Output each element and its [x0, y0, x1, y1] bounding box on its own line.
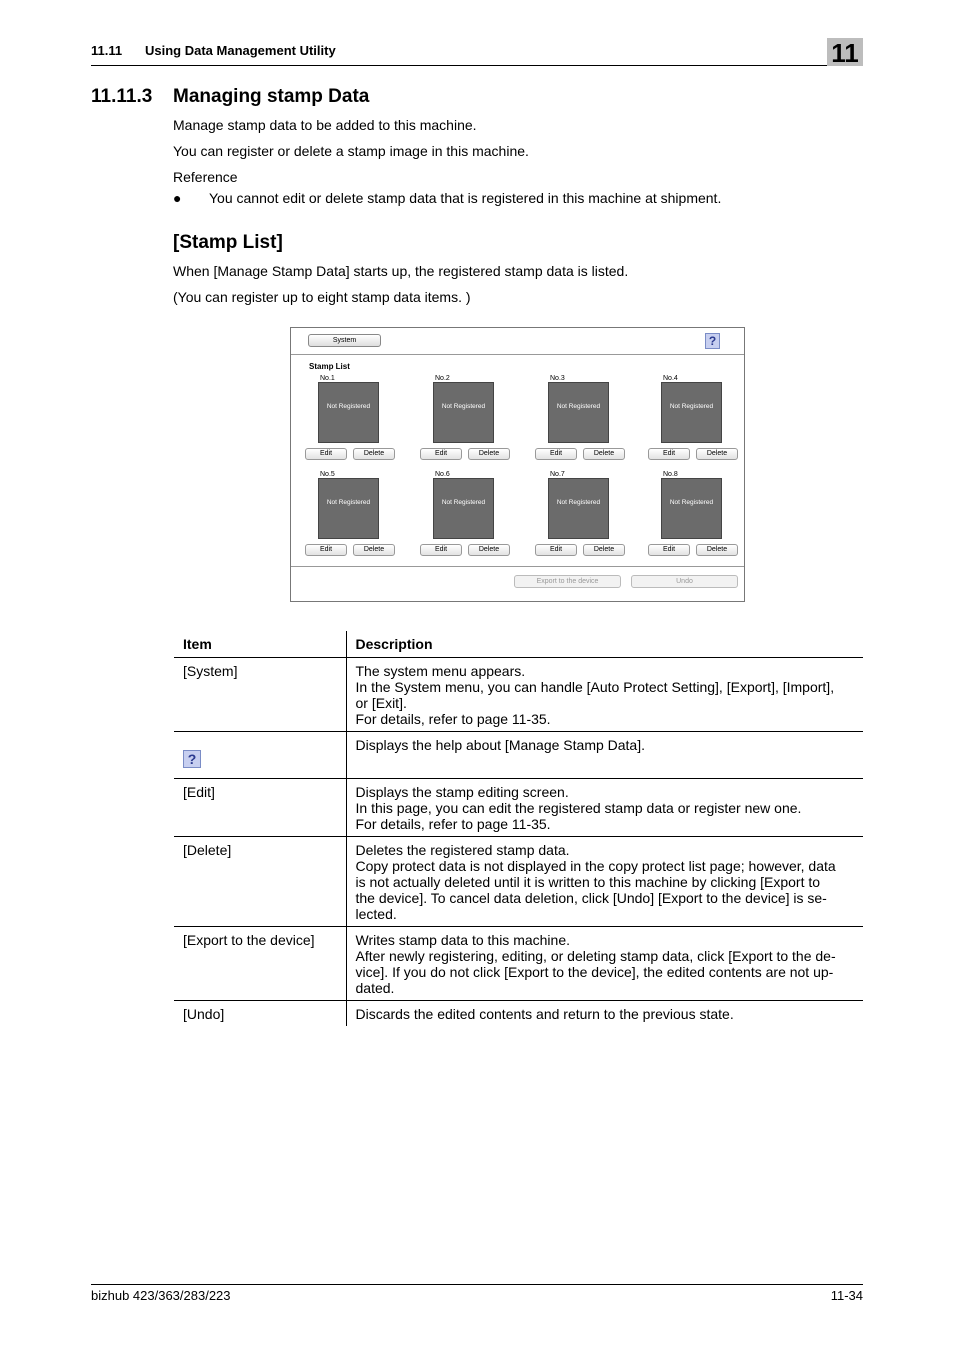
edit-button[interactable]: Edit	[305, 448, 347, 460]
stamp-number: No.2	[435, 375, 450, 382]
description-line: Discards the edited contents and return to the previous state.	[355, 1005, 734, 1022]
stamp-list-title: Stamp List	[309, 362, 350, 371]
stamp-cell	[648, 471, 758, 567]
delete-button[interactable]: Delete	[583, 448, 625, 460]
description-cell	[346, 926, 863, 1000]
delete-button[interactable]: Delete	[696, 544, 738, 556]
header-section-title: Using Data Management Utility	[145, 43, 336, 58]
description-cell	[346, 1000, 863, 1026]
description-line: Displays the stamp editing screen.	[355, 783, 569, 800]
description-line: vice]. If you do not click [Export to the device], the edited contents are not up-	[355, 963, 834, 980]
figure-toolbar	[291, 328, 744, 355]
system-button[interactable]: System	[308, 334, 381, 347]
stamp-number: No.6	[435, 471, 450, 478]
bullet-icon: ●	[173, 190, 182, 206]
column-header-description: Description	[346, 631, 863, 657]
item-cell: [Delete]	[174, 836, 346, 926]
help-icon[interactable]: ?	[705, 333, 720, 349]
stamp-image-placeholder: Not Registered	[548, 478, 609, 539]
description-line: The system menu appears.	[355, 662, 526, 679]
stamp-cell	[305, 471, 415, 567]
chapter-tab: 11	[827, 38, 863, 66]
reference-label: Reference	[173, 169, 238, 185]
item-cell	[174, 731, 346, 778]
delete-button[interactable]: Delete	[696, 448, 738, 460]
stamp-image-placeholder: Not Registered	[433, 478, 494, 539]
description-line: the device]. To cancel data deletion, click [Undo] [Export to the device] is se-	[355, 889, 827, 906]
figure-footer	[291, 566, 744, 602]
description-line: lected.	[355, 905, 397, 922]
item-cell: [Export to the device]	[174, 926, 346, 1000]
stamp-image-placeholder: Not Registered	[661, 382, 722, 443]
description-line: In the System menu, you can handle [Auto Protect Setting], [Export], [Import],	[355, 678, 835, 695]
edit-button[interactable]: Edit	[420, 544, 462, 556]
stamp-image-placeholder: Not Registered	[433, 382, 494, 443]
export-to-device-button[interactable]: Export to the device	[514, 575, 621, 588]
description-table	[174, 631, 863, 1026]
delete-button[interactable]: Delete	[353, 544, 395, 556]
header-section-number: 11.11	[91, 43, 123, 58]
table-row	[174, 1000, 863, 1026]
help-icon: ?	[183, 750, 201, 768]
stamp-cell	[420, 375, 530, 471]
description-cell	[346, 836, 863, 926]
stamp-image-placeholder: Not Registered	[318, 382, 379, 443]
description-line: Displays the help about [Manage Stamp Data].	[355, 736, 646, 753]
table-row	[174, 836, 863, 926]
table-row	[174, 657, 863, 731]
edit-button[interactable]: Edit	[305, 544, 347, 556]
table-row	[174, 778, 863, 836]
delete-button[interactable]: Delete	[468, 544, 510, 556]
stamp-image-placeholder: Not Registered	[548, 382, 609, 443]
description-line: After newly registering, editing, or deleting stamp data, click [Export to the de-	[355, 947, 836, 964]
intro-line-2: You can register or delete a stamp image in this machine.	[173, 143, 529, 159]
delete-button[interactable]: Delete	[353, 448, 395, 460]
column-header-item: Item	[174, 631, 346, 657]
stamp-number: No.7	[550, 471, 565, 478]
edit-button[interactable]: Edit	[648, 448, 690, 460]
stamp-list-line-2: (You can register up to eight stamp data items. )	[173, 289, 471, 305]
footer-page-number: 11-34	[830, 1288, 863, 1303]
description-line: Deletes the registered stamp data.	[355, 841, 570, 858]
description-line: For details, refer to page 11-35.	[355, 815, 551, 832]
stamp-list-line-1: When [Manage Stamp Data] starts up, the registered stamp data is listed.	[173, 263, 629, 279]
stamp-cell	[648, 375, 758, 471]
stamp-number: No.5	[320, 471, 335, 478]
edit-button[interactable]: Edit	[535, 544, 577, 556]
stamp-cell	[305, 375, 415, 471]
stamp-image-placeholder: Not Registered	[318, 478, 379, 539]
edit-button[interactable]: Edit	[420, 448, 462, 460]
stamp-number: No.3	[550, 375, 565, 382]
undo-button[interactable]: Undo	[631, 575, 738, 588]
edit-button[interactable]: Edit	[648, 544, 690, 556]
stamp-image-placeholder: Not Registered	[661, 478, 722, 539]
footer-model: bizhub 423/363/283/223	[91, 1288, 231, 1303]
item-cell: [System]	[174, 657, 346, 731]
description-cell	[346, 778, 863, 836]
stamp-number: No.4	[663, 375, 678, 382]
description-line: dated.	[355, 979, 395, 996]
stamp-cell	[535, 471, 645, 567]
reference-bullet-item	[173, 190, 721, 206]
description-line: Writes stamp data to this machine.	[355, 931, 570, 948]
description-line: For details, refer to page 11-35.	[355, 710, 551, 727]
page-footer	[91, 1284, 863, 1303]
section-heading-number: 11.11.3	[91, 86, 153, 107]
table-row	[174, 926, 863, 1000]
description-line: or [Exit].	[355, 694, 407, 711]
description-cell	[346, 731, 863, 778]
table-row	[174, 731, 863, 778]
stamp-cell	[535, 375, 645, 471]
stamp-list-screenshot	[290, 327, 745, 602]
delete-button[interactable]: Delete	[583, 544, 625, 556]
stamp-list-heading: [Stamp List]	[173, 232, 283, 253]
item-cell: [Undo]	[174, 1000, 346, 1026]
stamp-number: No.1	[320, 375, 335, 382]
description-cell	[346, 657, 863, 731]
stamp-cell	[420, 471, 530, 567]
section-heading-title: Managing stamp Data	[173, 86, 370, 107]
description-line: In this page, you can edit the registered stamp data or register new one.	[355, 799, 802, 816]
delete-button[interactable]: Delete	[468, 448, 510, 460]
running-header	[91, 38, 863, 68]
intro-line-1: Manage stamp data to be added to this machine.	[173, 117, 477, 133]
edit-button[interactable]: Edit	[535, 448, 577, 460]
description-line: is not actually deleted until it is written to this machine by clicking [Export to	[355, 873, 821, 890]
table-header-row	[174, 631, 863, 657]
description-line: Copy protect data is not displayed in the copy protect list page; however, data	[355, 857, 836, 874]
stamp-number: No.8	[663, 471, 678, 478]
item-cell: [Edit]	[174, 778, 346, 836]
section-heading	[91, 86, 369, 108]
reference-text: You cannot edit or delete stamp data that is registered in this machine at shipment.	[209, 190, 722, 206]
